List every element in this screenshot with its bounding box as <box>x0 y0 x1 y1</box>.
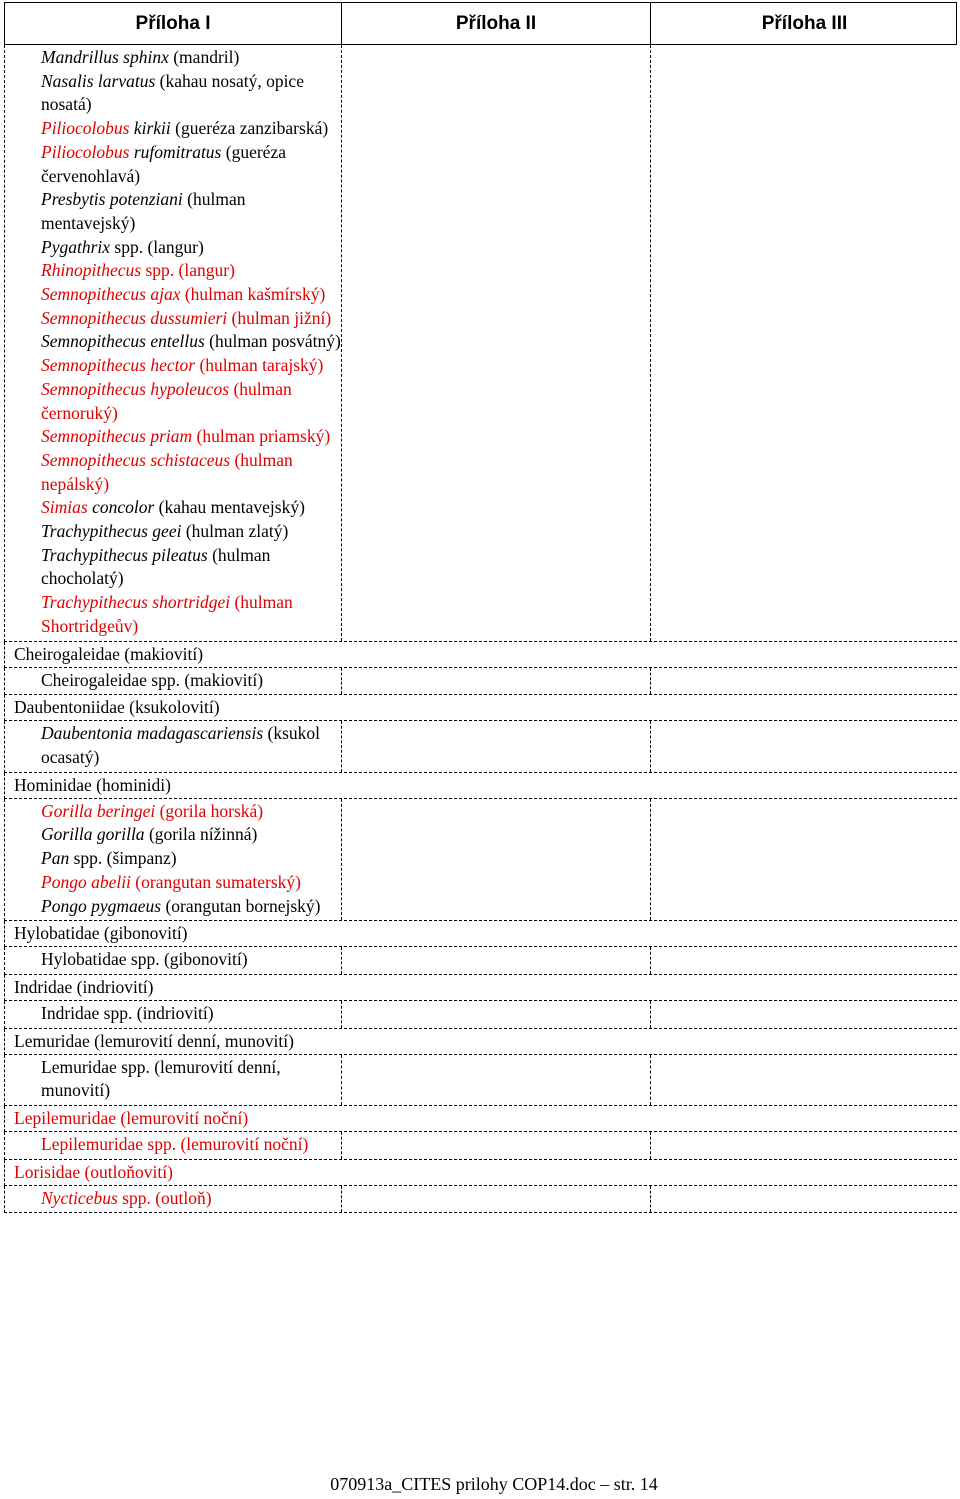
table-body <box>4 45 957 1213</box>
species-latin-name: Pygathrix <box>41 236 111 257</box>
species-entry <box>41 141 341 188</box>
species-common-name: (ksukol ocasatý) <box>41 723 321 767</box>
species-entry <box>41 378 341 425</box>
species-entry <box>41 330 341 354</box>
species-common-name: (gueréza zanzibarská) <box>170 118 329 139</box>
appendix-ii-cell <box>341 668 650 695</box>
species-group <box>4 947 957 975</box>
appendix-i-cell <box>5 1055 341 1105</box>
species-entry <box>41 1133 341 1157</box>
family-row: Indridae (indriovití) <box>4 975 957 1001</box>
species-common-name: (hulman zlatý) <box>181 521 289 542</box>
family-row: Lorisidae (outloňovití) <box>4 1160 957 1186</box>
species-latin-name: Semnopithecus schistaceus <box>41 449 231 470</box>
species-latin-name: Gorilla beringei <box>41 800 156 821</box>
species-entry <box>41 1187 341 1211</box>
species-common-name: (hulman jižní) <box>227 307 332 328</box>
family-row: Lepilemuridae (lemurovití noční) <box>4 1106 957 1132</box>
species-latin-name: Pongo pygmaeus <box>41 895 162 916</box>
appendix-iii-cell <box>650 947 958 974</box>
species-latin-name: Semnopithecus entellus <box>41 331 205 352</box>
species-entry <box>41 847 341 871</box>
species-common-name: spp. (langur) <box>110 236 204 257</box>
appendix-i-cell <box>5 1001 341 1028</box>
appendix-ii-cell <box>341 1186 650 1213</box>
species-entry <box>41 669 341 693</box>
species-latin-name: Daubentonia madagascariensis <box>41 723 264 744</box>
species-epithet: rufomitratus <box>129 141 222 162</box>
appendix-ii-cell <box>341 45 650 641</box>
species-latin-name: Simias <box>41 497 88 518</box>
species-latin-name: Semnopithecus priam <box>41 426 193 447</box>
species-common-name: (gorila nížinná) <box>144 824 258 845</box>
species-common-name: (gueréza červenohlavá) <box>41 141 286 186</box>
species-entry <box>41 236 341 260</box>
species-latin-name: Nasalis larvatus <box>41 70 156 91</box>
cites-appendix-table <box>4 2 957 1213</box>
species-group <box>4 721 957 772</box>
family-row: Hylobatidae (gibonovití) <box>4 921 957 947</box>
species-entry <box>41 520 341 544</box>
species-common-name: Lepilemuridae spp. (lemurovití noční) <box>41 1134 309 1155</box>
family-row: Daubentoniidae (ksukolovití) <box>4 695 957 721</box>
species-latin-name: Nycticebus <box>41 1187 118 1208</box>
header-appendix-iii: Příloha III <box>650 3 958 45</box>
header-appendix-i: Příloha I <box>135 13 211 34</box>
appendix-i-cell <box>5 799 341 921</box>
species-entry <box>41 307 341 331</box>
appendix-iii-cell <box>650 1001 958 1028</box>
appendix-iii-cell <box>650 799 958 921</box>
species-latin-name: Semnopithecus ajax <box>41 284 181 305</box>
species-entry <box>41 800 341 824</box>
appendix-iii-cell <box>650 1186 958 1213</box>
species-common-name: (hulman nepálský) <box>41 449 293 494</box>
species-common-name: (hulman mentavejský) <box>41 189 246 233</box>
species-epithet: concolor <box>87 497 155 518</box>
appendix-iii-cell <box>650 721 958 771</box>
species-common-name: (kahau nosatý, opice nosatá) <box>41 70 304 115</box>
species-entry <box>41 283 341 307</box>
species-latin-name: Semnopithecus dussumieri <box>41 307 228 328</box>
species-common-name: (hulman priamský) <box>192 426 331 447</box>
species-entry <box>41 544 341 591</box>
appendix-ii-cell <box>341 799 650 921</box>
species-common-name: (mandril) <box>168 47 240 67</box>
species-common-name: Indridae spp. (indriovití) <box>41 1002 214 1023</box>
species-group <box>4 1001 957 1029</box>
species-common-name: (hulman posvátný) <box>204 331 341 352</box>
appendix-ii-cell <box>341 1055 650 1105</box>
species-entry <box>41 823 341 847</box>
species-common-name: (hulman kašmírský) <box>180 284 326 305</box>
species-common-name: Hylobatidae spp. (gibonovití) <box>41 949 248 970</box>
species-group <box>4 1055 957 1106</box>
species-latin-name: Pongo abelii <box>41 871 131 892</box>
appendix-i-cell <box>5 668 341 695</box>
species-common-name: spp. (šimpanz) <box>69 848 177 869</box>
species-entry <box>41 948 341 972</box>
appendix-iii-cell <box>650 1055 958 1105</box>
table-header <box>4 2 957 45</box>
species-common-name: Cheirogaleidae spp. (makiovití) <box>41 669 264 690</box>
appendix-i-cell <box>5 721 341 771</box>
species-common-name: spp. (langur) <box>141 260 235 281</box>
appendix-iii-cell <box>650 668 958 695</box>
appendix-i-cell <box>5 1186 341 1213</box>
family-row: Cheirogaleidae (makiovití) <box>4 642 957 668</box>
species-group <box>4 45 957 642</box>
species-group <box>4 1186 957 1214</box>
appendix-ii-cell <box>341 1132 650 1159</box>
species-common-name: Lemuridae spp. (lemurovití denní, munovití) <box>41 1056 281 1101</box>
species-common-name: (hulman černoruký) <box>41 378 292 423</box>
species-latin-name: Trachypithecus geei <box>41 521 182 542</box>
species-latin-name: Semnopithecus hector <box>41 355 196 376</box>
species-entry <box>41 449 341 496</box>
species-group <box>4 668 957 696</box>
species-entry <box>41 259 341 283</box>
species-latin-name: Piliocolobus <box>41 118 130 139</box>
species-entry <box>41 425 341 449</box>
species-common-name: (hulman tarajský) <box>195 355 324 376</box>
species-common-name: (kahau mentavejský) <box>154 497 305 518</box>
species-entry <box>41 496 341 520</box>
species-latin-name: Semnopithecus hypoleucos <box>41 378 230 399</box>
appendix-iii-cell <box>650 1132 958 1159</box>
family-row: Lemuridae (lemurovití denní, munovití) <box>4 1029 957 1055</box>
family-row: Hominidae (hominidi) <box>4 773 957 799</box>
species-latin-name: Rhinopithecus <box>41 260 142 281</box>
appendix-ii-cell <box>341 947 650 974</box>
species-entry <box>41 895 341 919</box>
species-entry <box>41 722 341 769</box>
appendix-iii-cell <box>650 45 958 641</box>
species-latin-name: Trachypithecus shortridgei <box>41 592 231 613</box>
species-latin-name: Presbytis potenziani <box>41 189 183 210</box>
species-entry <box>41 70 341 117</box>
species-latin-name: Gorilla gorilla <box>41 824 145 845</box>
species-epithet: kirkii <box>129 118 171 139</box>
page-footer: 070913a_CITES prilohy COP14.doc – str. 14 <box>330 1474 658 1494</box>
species-latin-name: Piliocolobus <box>41 141 130 162</box>
species-common-name: spp. (outloň) <box>117 1187 212 1208</box>
species-entry <box>41 46 341 70</box>
species-common-name: (orangutan sumaterský) <box>130 871 302 892</box>
species-group <box>4 799 957 922</box>
species-entry <box>41 188 341 235</box>
species-latin-name: Trachypithecus pileatus <box>41 544 208 565</box>
appendix-i-cell <box>5 1132 341 1159</box>
species-entry <box>41 1056 341 1103</box>
species-entry <box>41 591 341 638</box>
appendix-i-cell <box>5 45 341 641</box>
species-common-name: (gorila horská) <box>155 800 264 821</box>
species-group <box>4 1132 957 1160</box>
species-entry <box>41 871 341 895</box>
species-entry <box>41 117 341 141</box>
species-common-name: (hulman chocholatý) <box>41 544 271 589</box>
appendix-ii-cell <box>341 721 650 771</box>
appendix-i-cell <box>5 947 341 974</box>
appendix-ii-cell <box>341 1001 650 1028</box>
species-latin-name: Mandrillus sphinx <box>41 47 169 67</box>
species-entry <box>41 1002 341 1026</box>
species-common-name: (hulman Shortridgeův) <box>41 592 293 636</box>
species-entry <box>41 354 341 378</box>
header-appendix-ii: Příloha II <box>341 3 650 45</box>
species-common-name: (orangutan bornejský) <box>161 895 321 916</box>
species-latin-name: Pan <box>41 848 70 869</box>
